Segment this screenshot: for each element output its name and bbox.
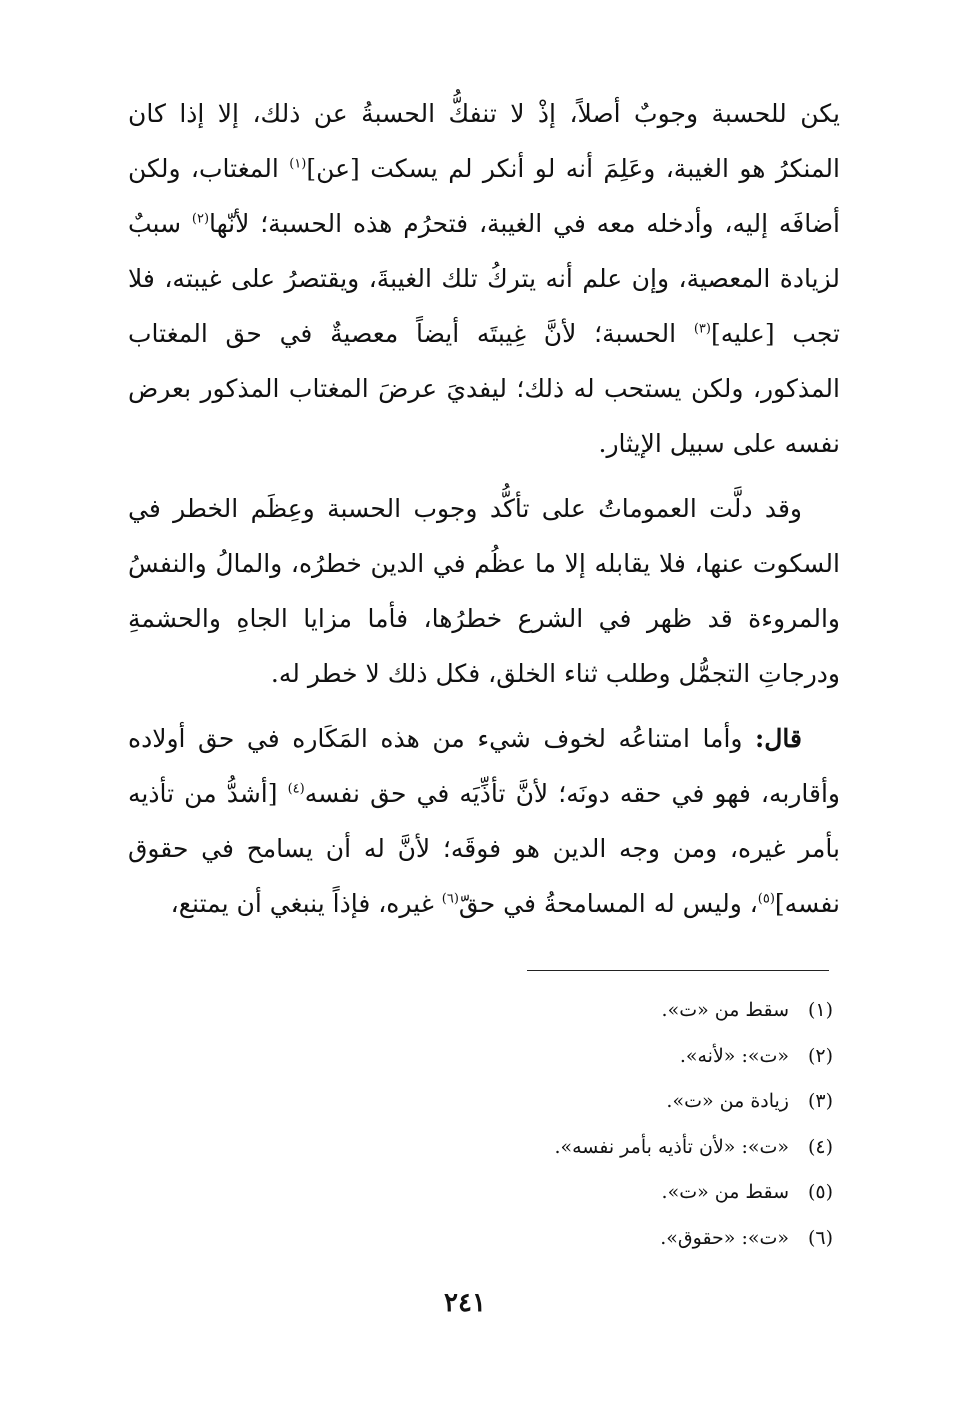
- text-segment: يكن للحسبة وجوبٌ أصلاً، إذْ لا تنفكُّ الحسبةُ عن ذلك، إلا إذا كان المنكرُ هو الغيبة، وعَلِمَ أنه لو أنكر لم يسكت [عن]: [128, 99, 840, 183]
- footnote-number: (٣): [807, 1090, 833, 1112]
- footnote-text: «ت»: «لأنه».: [679, 1044, 789, 1067]
- footnote-text: سقط من «ت».: [661, 999, 789, 1021]
- page-number: ٢٤١: [444, 1288, 486, 1318]
- footnote-item: [333, 1079, 833, 1125]
- footnote-item: [333, 1125, 833, 1171]
- footnote-item: [333, 988, 833, 1034]
- footnote-ref-5[interactable]: (٥): [757, 891, 775, 907]
- footnote-text: زيادة من «ت».: [666, 1090, 789, 1112]
- footnote-separator: [527, 970, 829, 971]
- footnote-ref-2[interactable]: (٢): [191, 211, 210, 227]
- footnote-ref-4[interactable]: (٤): [287, 781, 305, 797]
- footnote-ref-6[interactable]: (٦): [441, 891, 459, 907]
- footnote-number: (٤): [807, 1135, 833, 1158]
- text-segment: وقد دلَّت العموماتُ على تأكُّد وجوب الحسبة وعِظَم الخطر في السكوت عنها، فلا يقابله إلا ما عظُم في الدين خطرُه، والمالُ والنفسُ والمروءة قد ظهر في الشرع خطرُها، فأما مزايا الجاهِ والحشمةِ ودرجاتِ التجمُّل وطلب ثناء الخلق، فكل ذلك لا خطر له.: [128, 494, 840, 688]
- footnote-number: (١): [807, 999, 833, 1021]
- text-segment: الحسبة؛ لأنَّ غِيبتَه أيضاً معصيةٌ في حق المغتاب المذكور، ولكن يستحب له ذلك؛ ليفديَ عرضَ المغتاب المذكور بعرض نفسه على سبيل الإيثار.: [128, 319, 840, 458]
- text-segment: وأما امتناعُه لخوف شيء من هذه المَكَاره في حق أولاده وأقاربه، فهو في حقه دونَه؛ لأنَّ تأذِّيَه في حق نفسه: [128, 724, 840, 808]
- footnote-text: «ت»: «لأن تأذيه بأمر نفسه».: [554, 1135, 789, 1158]
- paragraph-2: [128, 481, 840, 701]
- text-segment: ، وليس له المسامحةُ في حقّ: [458, 889, 758, 918]
- footnote-item: [333, 1034, 833, 1080]
- footnote-text: «ت»: «حقوق».: [660, 1226, 789, 1249]
- footnote-item: [333, 1216, 833, 1262]
- footnote-ref-1[interactable]: (١): [289, 156, 307, 172]
- footnote-ref-3[interactable]: (٣): [693, 321, 711, 337]
- footnote-number: (٢): [807, 1044, 833, 1067]
- text-segment: المغتاب، ولكن أضافَه إليه، وأدخله معه في الغيبة، فتحرُم هذه الحسبة؛ لأنّها: [128, 154, 840, 238]
- footnote-number: (٦): [807, 1226, 833, 1249]
- paragraph-1: [128, 86, 840, 471]
- main-text: [128, 86, 840, 931]
- text-segment: [أشدُّ من تأذيه بأمر غيره، ومن وجه الدين هو فوقَه؛ لأنَّ له أن يسامح في حقوق نفسه]: [128, 779, 840, 918]
- page-body: [128, 86, 840, 931]
- paragraph-lead-word: قال:: [755, 724, 802, 753]
- footnote-number: (٥): [807, 1181, 833, 1203]
- text-segment: سببٌ لزيادة المعصية، وإن علم أنه يتركُ تلك الغيبةَ، ويقتصرُ على غيبته، فلا تجب [عليه]: [128, 209, 840, 348]
- text-segment: غيره، فإذاً ينبغي أن يمتنع،: [170, 889, 442, 918]
- footnote-list: [333, 988, 833, 1261]
- footnote-text: سقط من «ت».: [661, 1181, 789, 1203]
- paragraph-3: [128, 711, 840, 931]
- footnote-item: [333, 1170, 833, 1216]
